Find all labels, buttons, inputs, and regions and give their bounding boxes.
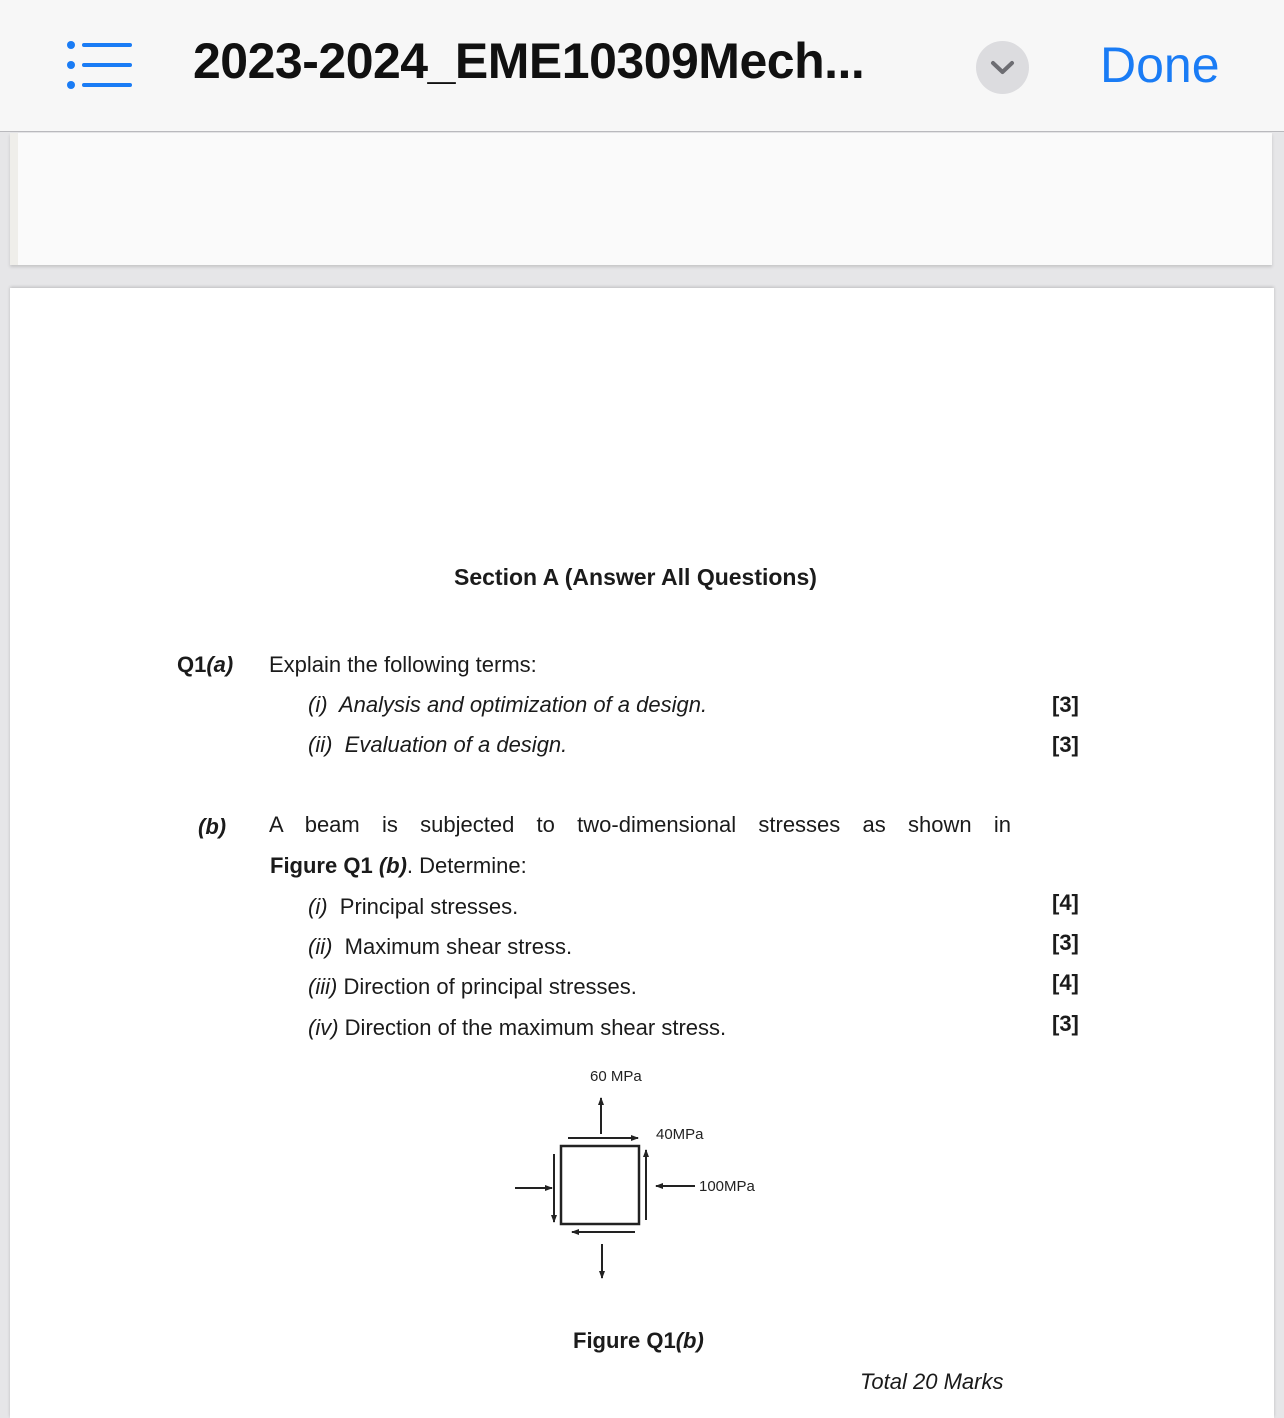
document-title[interactable]: 2023-2024_EME10309Mech... [193,33,865,89]
outline-list-icon[interactable] [66,40,132,90]
total-marks: Total 20 Marks [860,1369,1004,1394]
list-item [308,894,518,920]
stress-element-figure [490,1058,790,1298]
figure-caption-part: (b) [675,1328,704,1353]
question-part-label: (b) [198,814,227,839]
document-page [10,288,1274,1418]
figure-reference: Figure Q1 [270,853,373,878]
top-toolbar [0,0,1284,132]
figure-reference-part: (b) [378,853,407,878]
question-stem-line1: A beam is subjected to two-dimensional stresses as shown in [269,812,1011,837]
item-number: (iv) [308,1015,339,1040]
item-number: (iii) [308,974,338,999]
marks: [3] [1052,732,1079,757]
item-text: Maximum shear stress. [344,934,573,959]
list-item [308,974,637,1000]
marks: [3] [1052,692,1079,717]
previous-page [10,133,1272,265]
item-text: Direction of the maximum shear stress. [344,1015,727,1040]
question-label [177,652,233,678]
list-item [308,1015,726,1041]
figure-caption-main: Figure Q1 [573,1328,676,1353]
page-edge [10,133,18,265]
item-text: Evaluation of a design. [344,732,568,757]
item-number: (ii) [308,934,333,959]
title-menu-button[interactable] [976,41,1029,94]
stem-rest: . Determine: [406,853,527,878]
stress-element-square [561,1146,639,1224]
marks: [3] [1052,1011,1079,1036]
item-text: Direction of principal stresses. [343,974,637,999]
list-item [308,692,707,718]
item-number: (i) [308,894,328,919]
figure-caption [573,1328,704,1354]
list-item [308,934,572,960]
section-heading: Section A (Answer All Questions) [454,564,817,590]
question-stem-line2 [270,853,527,879]
item-number: (i) [308,692,328,717]
item-text: Analysis and optimization of a design. [338,692,708,717]
normal-stress-y-label: 60 MPa [590,1068,642,1085]
marks: [4] [1052,890,1079,915]
done-button[interactable]: Done [1100,37,1220,93]
marks: [4] [1052,970,1079,995]
item-text: Principal stresses. [339,894,519,919]
question-part: (a) [206,652,234,677]
question-stem: Explain the following terms: [269,652,537,677]
question-number: Q1 [177,652,207,677]
normal-stress-x-label: 100MPa [699,1178,755,1195]
list-item [308,732,567,758]
shear-stress-label: 40MPa [656,1126,704,1143]
chevron-down-icon [976,41,1029,94]
item-number: (ii) [308,732,333,757]
marks: [3] [1052,930,1079,955]
